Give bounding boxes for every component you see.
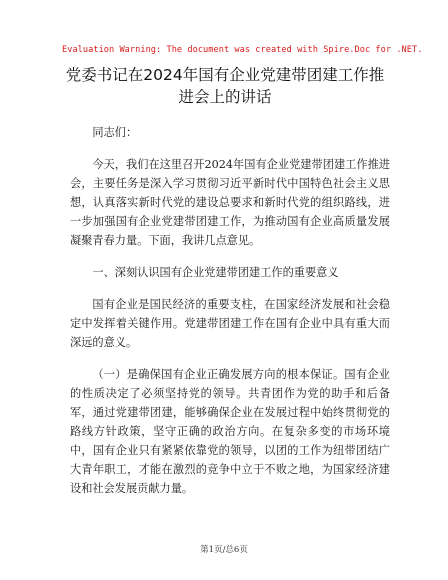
section-heading: 一、深刻认识国有企业党建带团建工作的重要意义 (92, 266, 339, 279)
paragraph-intro: 今天，我们在这里召开2024年国有企业党建带团建工作推进会，主要任务是深入学习贯彻习近平新时代中国特色社会主义思想，认真落实新时代党的建设总要求和新时代党的组织路线，进一步加强国有企业党建带团建工作，为推动国有企业高质量发展凝聚青春力量。下面，我讲几点意见。 (70, 158, 390, 247)
salutation: 同志们： (92, 126, 138, 139)
paragraph-significance: 国有企业是国民经济的重要支柱，在国家经济发展和社会稳定中发挥着关键作用。党建带团建工作在国有企业中具有重大而深远的意义。 (70, 298, 390, 349)
page-number: 第1页/总6页 (200, 545, 248, 555)
paragraph-point-one: （一）是确保国有企业正确发展方向的根本保证。国有企业的性质决定了必须坚持党的领导。共青团作为党的助手和后备军，通过党建带团建，能够确保企业在发展过程中始终贯彻党的路线方针政策，坚守正确的政治方向。在复杂多变的市场环境中，国有企业只有紧紧依靠党的领导，以团的工作为纽带团结广大青年职工，才能在激烈的竞争中立于不败之地，为国家经济建设和社会发展贡献力量。 (70, 368, 390, 495)
evaluation-warning: Evaluation Warning: The document was created with Spire.Doc for .NET. (62, 45, 423, 55)
document-title: 党委书记在2024年国有企业党建带团建工作推进会上的讲话 (65, 66, 385, 106)
document-body (70, 123, 390, 511)
